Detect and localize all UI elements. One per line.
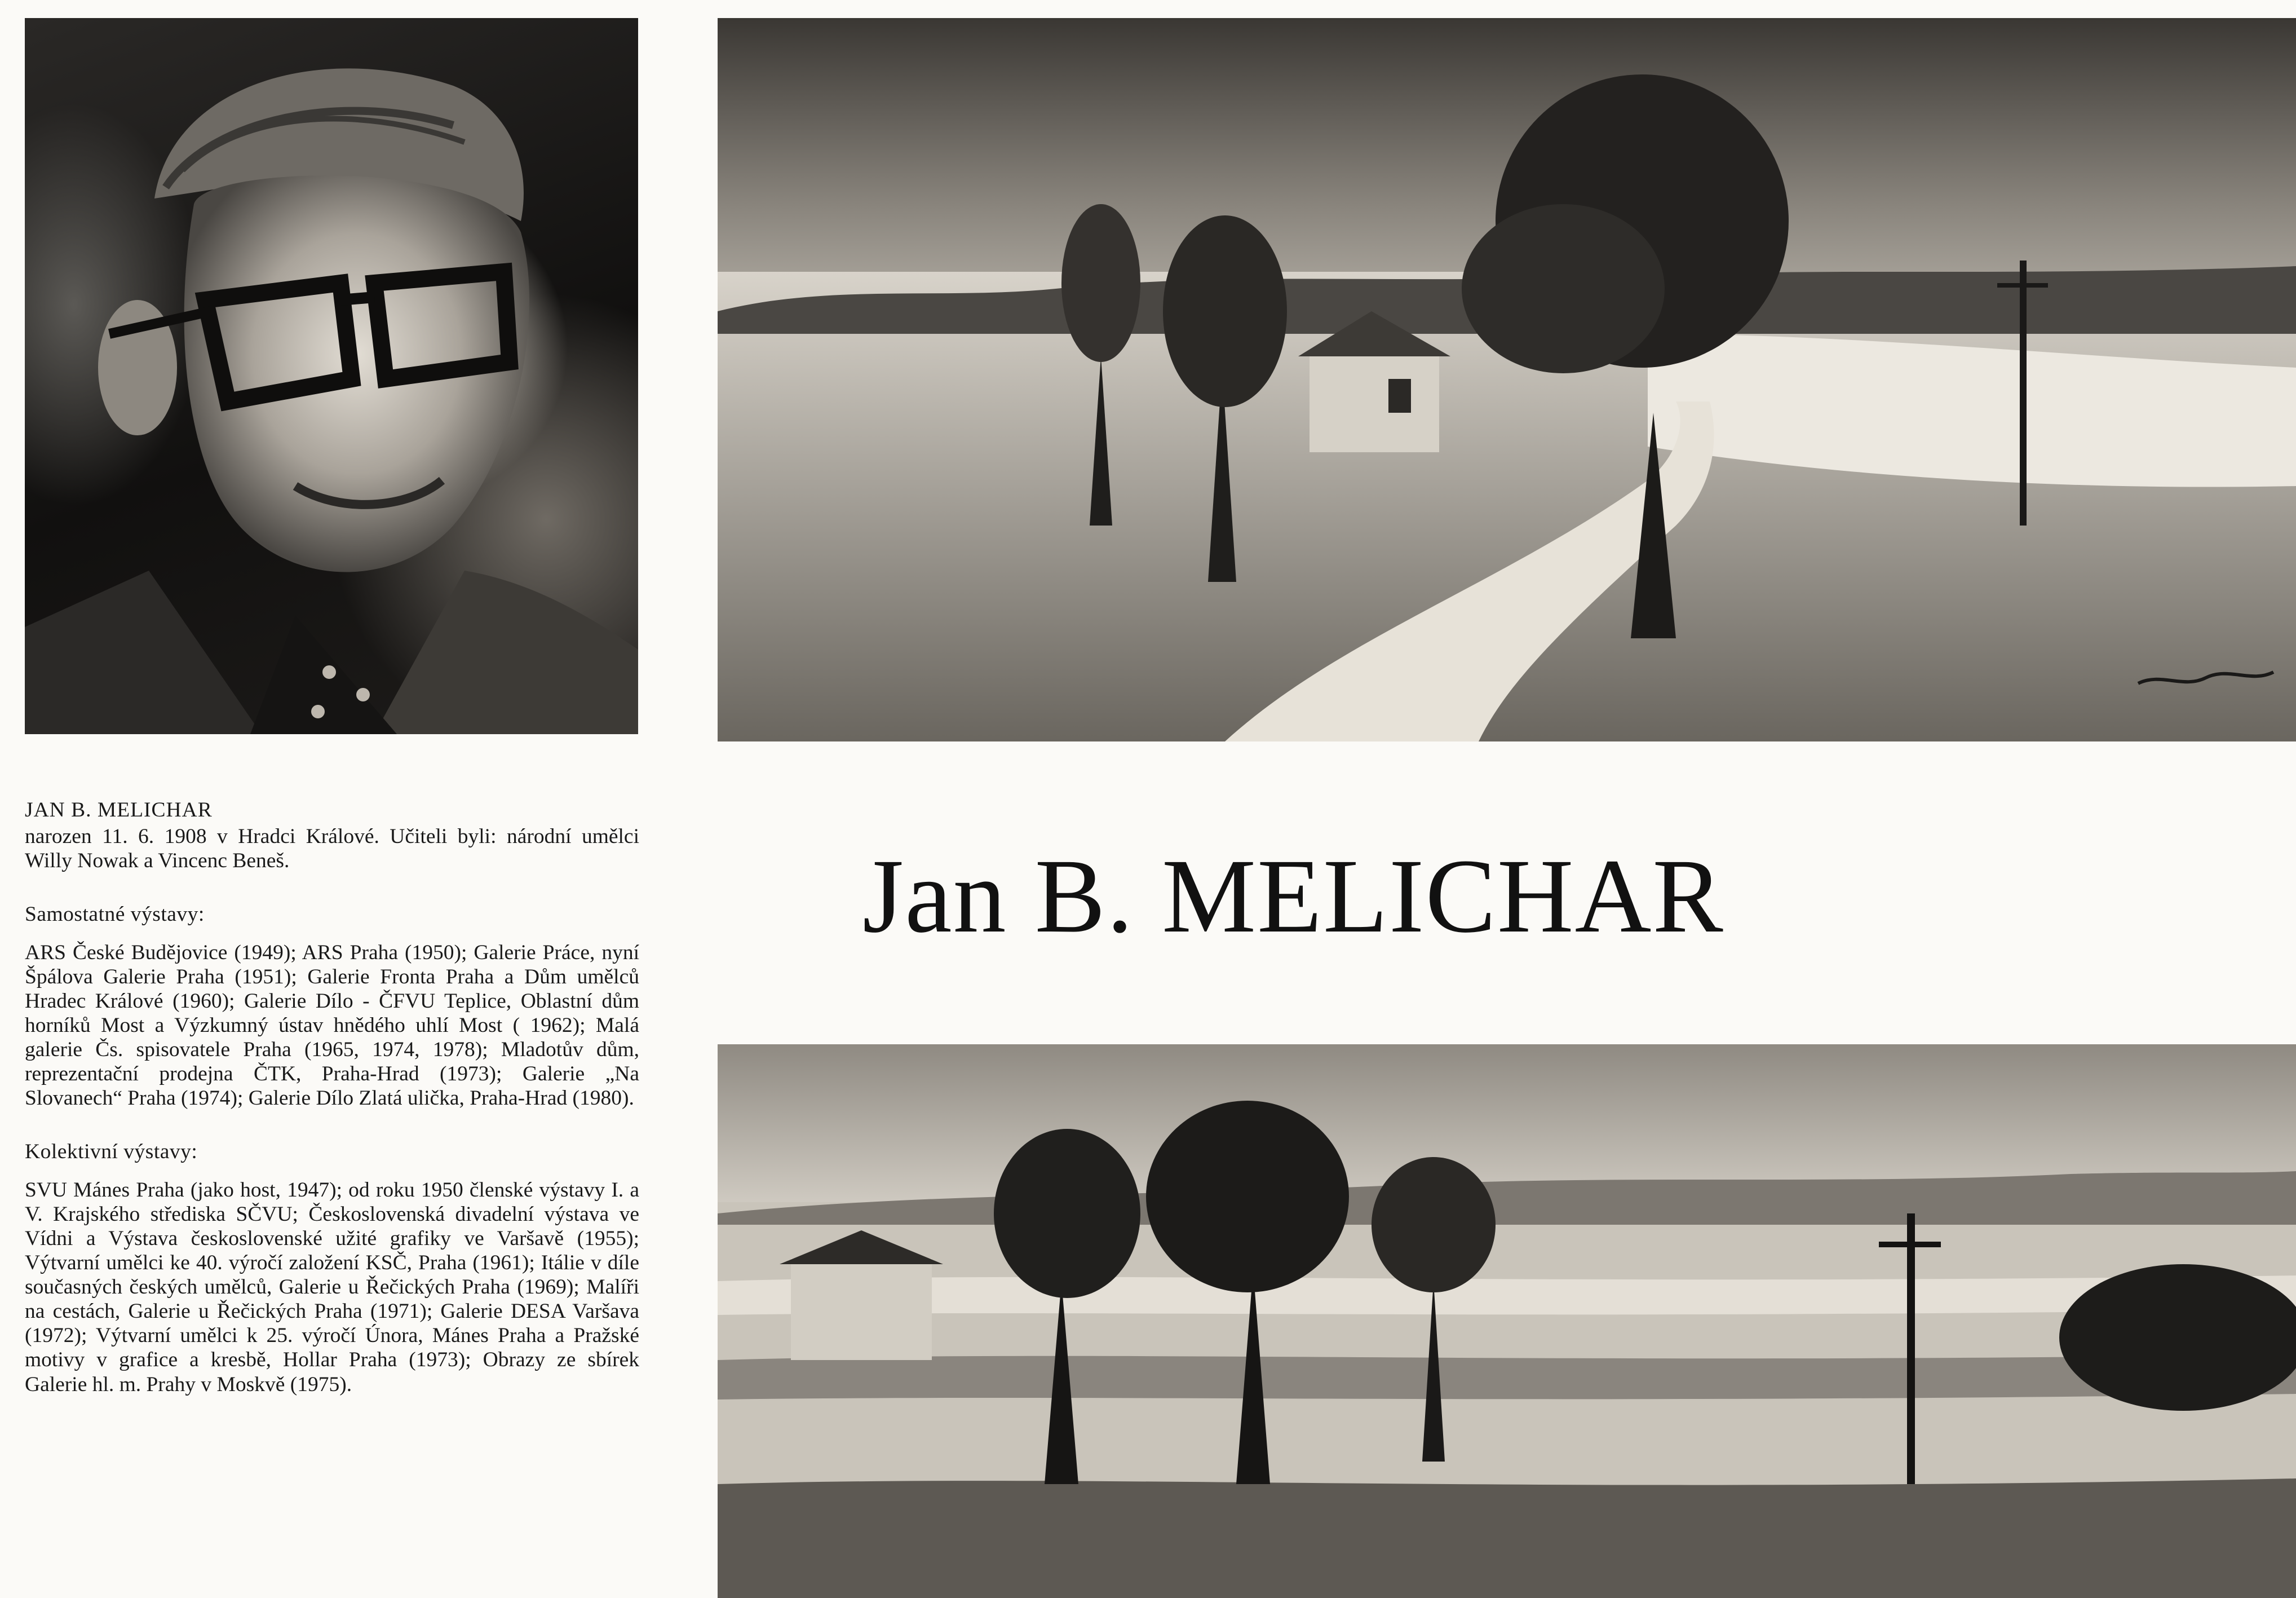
solo-exhibitions-text: ARS České Budějovice (1949); ARS Praha (1950); Galerie Práce, nyní Špálova Galerie Praha (1951); Galerie Fronta Praha a Dům umělců Hradec Králové (1960); Galerie Dílo - ČFVU Teplice, Oblastní dům horníků Most a Výzkumný ústav hnědého uhlí Most ( 1962); Malá galerie Čs. spisovatele Praha (1965, 1974, 1978); Mladotův dům, reprezentační prodejna ČTK, Praha-Hrad (1973); Galerie „Na Slovanech“ Praha (1974); Galerie Dílo Zlatá ulička, Praha-Hrad (1980).	[25, 941, 639, 1110]
landscape-painting-top	[718, 18, 2296, 741]
landscape-painting-illustration	[718, 18, 2296, 741]
artist-name: JAN B. MELICHAR	[25, 798, 213, 822]
group-exhibitions-text: SVU Mánes Praha (jako host, 1947); od roku 1950 členské výstavy I. a V. Krajského střediska SČVU; Československá divadelní výstava ve Vídni a Výstava československé užité grafiky ve Varšavě (1955); Výtvarní umělci ke 40. výročí založení KSČ, Praha (1961); Itálie v díle současných českých umělců, Galerie u Řečických Praha (1969); Malíři na cestách, Galerie u Řečických Praha (1971); Galerie DESA Varšava (1972); Výtvarní umělci k 25. výročí Února, Mánes Praha a Pražské motivy v grafice a kresbě, Hollar Praha (1973); Obrazy ze sbírek Galerie hl. m. Prahy v Moskvě (1975).	[25, 1178, 639, 1396]
solo-exhibitions-heading: Samostatné výstavy:	[25, 903, 205, 926]
landscape-drawing-bottom	[718, 1044, 2296, 1598]
group-exhibitions-heading: Kolektivní výstavy:	[25, 1140, 198, 1164]
artist-portrait-photo	[25, 18, 638, 734]
birth-info: narozen 11. 6. 1908 v Hradci Králové. Učiteli byli: národní umělci Willy Nowak a Vincenc Beneš.	[25, 825, 639, 873]
artist-biography	[25, 798, 639, 1397]
portrait-illustration	[25, 18, 638, 734]
exhibition-title: Jan B. MELICHAR	[862, 837, 1724, 955]
landscape-drawing-illustration	[718, 1044, 2296, 1598]
